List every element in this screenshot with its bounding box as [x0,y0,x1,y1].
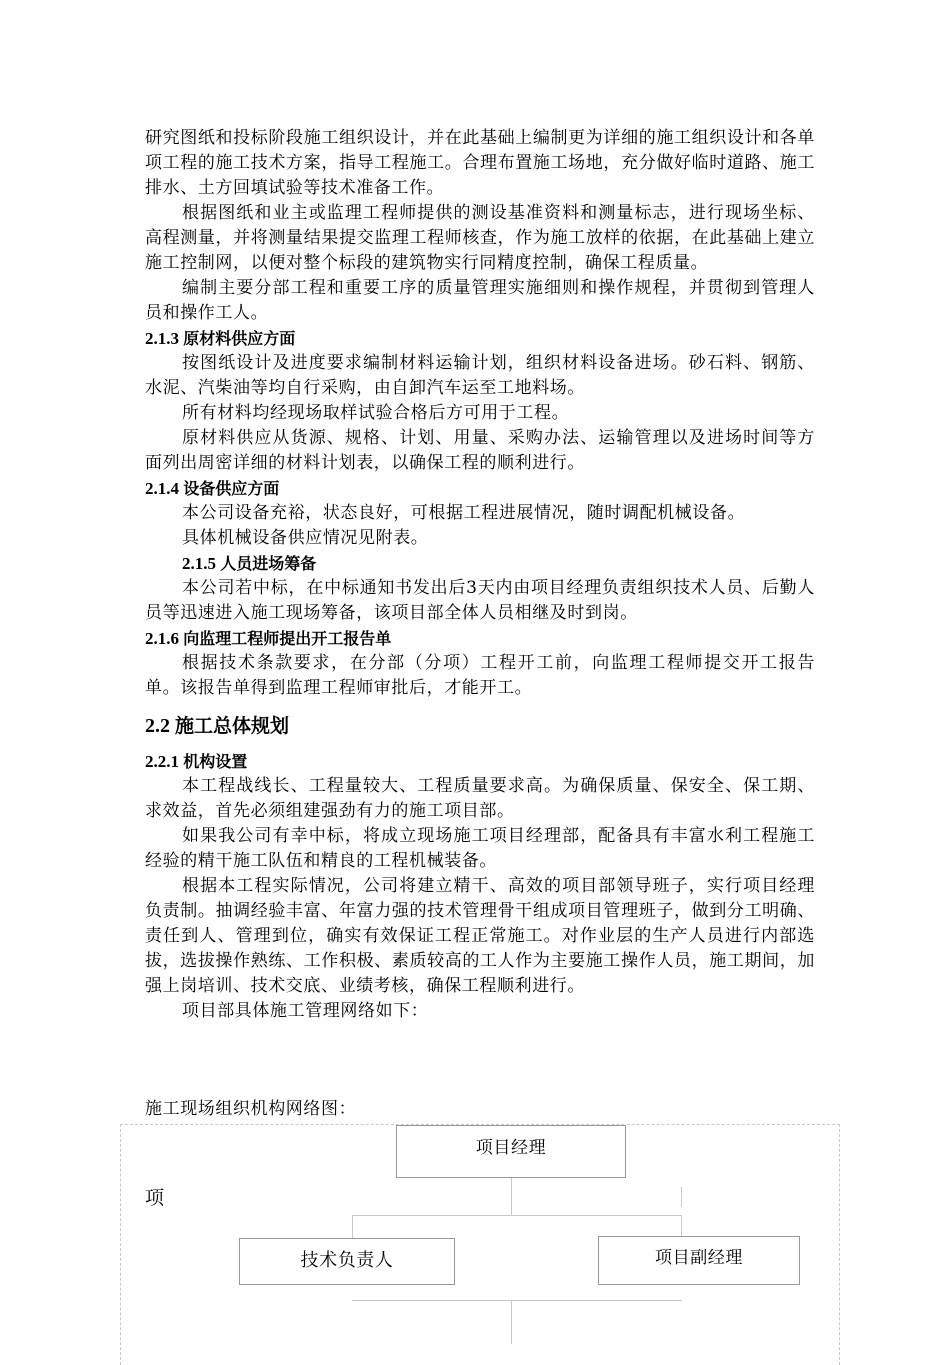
heading-2-1-4 [145,476,815,501]
heading-number: 2.1.3 [145,329,179,348]
paragraph: 研究图纸和投标阶段施工组织设计，并在此基础上编制更为详细的施工组织设计和各单项工程的施工技术方案，指导工程施工。合理布置施工场地，充分做好临时道路、施工排水、土方回填试验等技术准备工作。 [145,128,815,198]
org-box-project-manager [396,1125,626,1178]
paragraph: 本公司若中标，在中标通知书发出后3天内由项目经理负责组织技术人员、后勤人员等迅速进入施工现场筹备，该项目部全体人员相继及时到岗。 [145,578,815,623]
heading-text: 人员进场筹备 [220,554,317,573]
org-box-label: 技术负责人 [300,1250,394,1271]
heading-number: 2.2 [145,715,170,737]
org-box-deputy-manager [598,1236,800,1285]
body-text [145,126,815,1024]
paragraph: 本工程战线长、工程量较大、工程质量要求高。为确保质量、保安全、保工期、求效益，首先必须组建强劲有力的施工项目部。 [145,776,815,821]
org-box-label: 项目副经理 [655,1248,743,1268]
heading-text: 施工总体规划 [175,715,290,737]
heading-2-1-6 [145,626,815,651]
connector-line [352,1215,353,1239]
heading-text: 设备供应方面 [183,479,280,498]
heading-number: 2.1.4 [145,479,179,498]
heading-text: 机构设置 [183,752,248,771]
paragraph: 原材料供应从货源、规格、计划、用量、采购办法、运输管理以及进场时间等方面列出周密详细的材料计划表，以确保工程的顺利进行。 [145,428,815,473]
paragraph: 根据技术条款要求，在分部（分项）工程开工前，向监理工程师提交开工报告单。该报告单得到监理工程师审批后，才能开工。 [145,653,815,698]
heading-number: 2.1.6 [145,629,179,648]
connector-line [511,1300,512,1344]
heading-number: 2.2.1 [145,752,179,771]
paragraph: 根据本工程实际情况，公司将建立精干、高效的项目部领导班子，实行项目经理负责制。抽调经验丰富、年富力强的技术管理骨干组成项目管理班子，做到分工明确、责任到人、管理到位，确实有效保证工程正常施工。对作业层的生产人员进行内部选拔，选拔操作熟练、工作积极、素质较高的工人作为主要施工操作人员，施工期间，加强上岗培训、技术交底、业绩考核，确保工程顺利进行。 [145,876,815,996]
paragraph: 项目部具体施工管理网络如下： [182,1001,429,1021]
paragraph: 按图纸设计及进度要求编制材料运输计划，组织材料设备进场。砂石料、钢筋、水泥、汽柴油等均自行采购，由自卸汽车运至工地料场。 [145,353,815,398]
paragraph: 具体机械设备供应情况见附表。 [182,528,429,548]
paragraph: 编制主要分部工程和重要工序的质量管理实施细则和操作规程，并贯彻到管理人员和操作工人。 [145,278,815,323]
org-box-label: 项目经理 [475,1138,547,1158]
heading-2-1-3 [145,326,815,351]
connector-line [681,1215,682,1237]
connector-line [681,1187,682,1207]
paragraph: 根据图纸和业主或监理工程师提供的测设基准资料和测量标志，进行现场坐标、高程测量，并将测量结果提交监理工程师核查，作为施工放样的依据，在此基础上建立施工控制网，以便对整个标段的建筑物实行同精度控制，确保工程质量。 [145,203,815,273]
heading-text: 向监理工程师提出开工报告单 [183,629,392,648]
heading-2-2-1 [145,749,815,774]
org-box-tech-lead [239,1238,455,1285]
heading-text: 原材料供应方面 [183,329,296,348]
paragraph: 如果我公司有幸中标，将成立现场施工项目经理部，配备具有丰富水利工程施工经验的精干施工队伍和精良的工程机械装备。 [145,826,815,871]
org-chart-side-label: 项 [145,1187,165,1209]
org-chart-caption: 施工现场组织机构网络图： [145,1099,357,1119]
connector-line [511,1178,512,1216]
connector-line [352,1215,682,1216]
heading-number: 2.1.5 [182,554,216,573]
heading-2-2 [145,713,815,739]
paragraph: 所有材料均经现场取样试验合格后方可用于工程。 [182,403,570,423]
connector-line [352,1300,682,1301]
paragraph: 本公司设备充裕，状态良好，可根据工程进展情况，随时调配机械设备。 [182,503,746,523]
heading-2-1-5 [145,551,815,576]
